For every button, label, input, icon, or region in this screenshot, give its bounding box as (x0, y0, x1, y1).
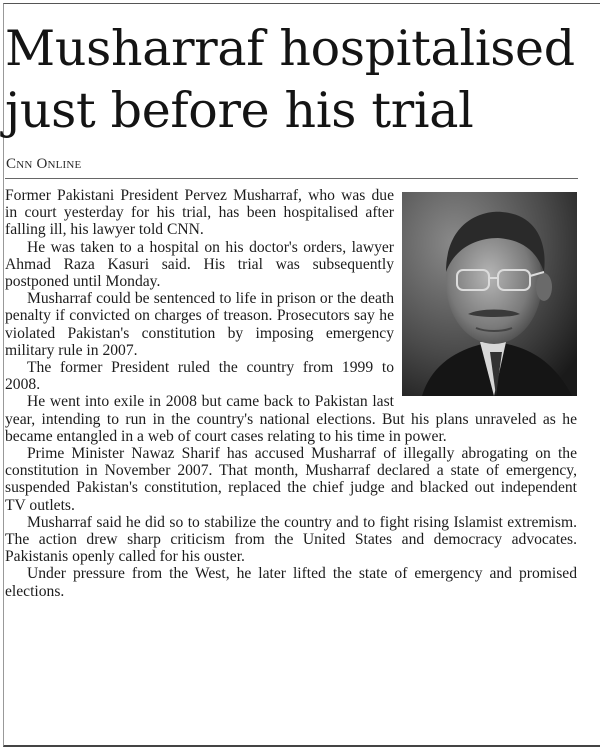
paragraph: The former President ruled the country from 1999 to 2008. (5, 359, 394, 394)
headline-line-1: Musharraf hospitalised (5, 20, 575, 77)
headline (5, 18, 590, 142)
headline-line-2: just before his trial (5, 82, 474, 139)
portrait-photo (402, 192, 577, 396)
article-body (5, 187, 577, 600)
paragraph: Former Pakistani President Pervez Musharraf, who was due in court yesterday for his trial, has been hospitalised after falling ill, his lawyer told CNN. (5, 187, 394, 239)
paragraph: Under pressure from the West, he later lifted the state of emergency and promised elections. (5, 565, 577, 600)
paragraph: Musharraf said he did so to stabilize the country and to fight rising Islamist extremism. The action drew sharp criticism from the United States and democracy advocates. Pakistanis openly called for his ouster. (5, 513, 577, 566)
paragraph: He went into exile in 2008 but came back to Pakistan last year, intending to run in the country's national elections. But his plans unraveled as he became entangled in a web of court cases relating to his time in power. (5, 393, 577, 445)
byline-rule (5, 178, 578, 179)
paragraph: He was taken to a hospital on his doctor's orders, lawyer Ahmad Raza Kasuri said. His trial was subsequently postponed until Monday. (5, 238, 394, 291)
paragraph: Musharraf could be sentenced to life in prison or the death penalty if convicted on charges of treason. Prosecutors say he violated Pakistan's constitution by imposing emergency military rule in 2007. (5, 290, 394, 359)
paragraph: Prime Minister Nawaz Sharif has accused Musharraf of illegally abrogating on the constitution in November 2007. That month, Musharraf declared a state of emergency, suspended Pakistan's constitution, replaced the chief judge and blacked out independent TV outlets. (5, 445, 577, 514)
byline: Cnn Online (6, 156, 82, 172)
